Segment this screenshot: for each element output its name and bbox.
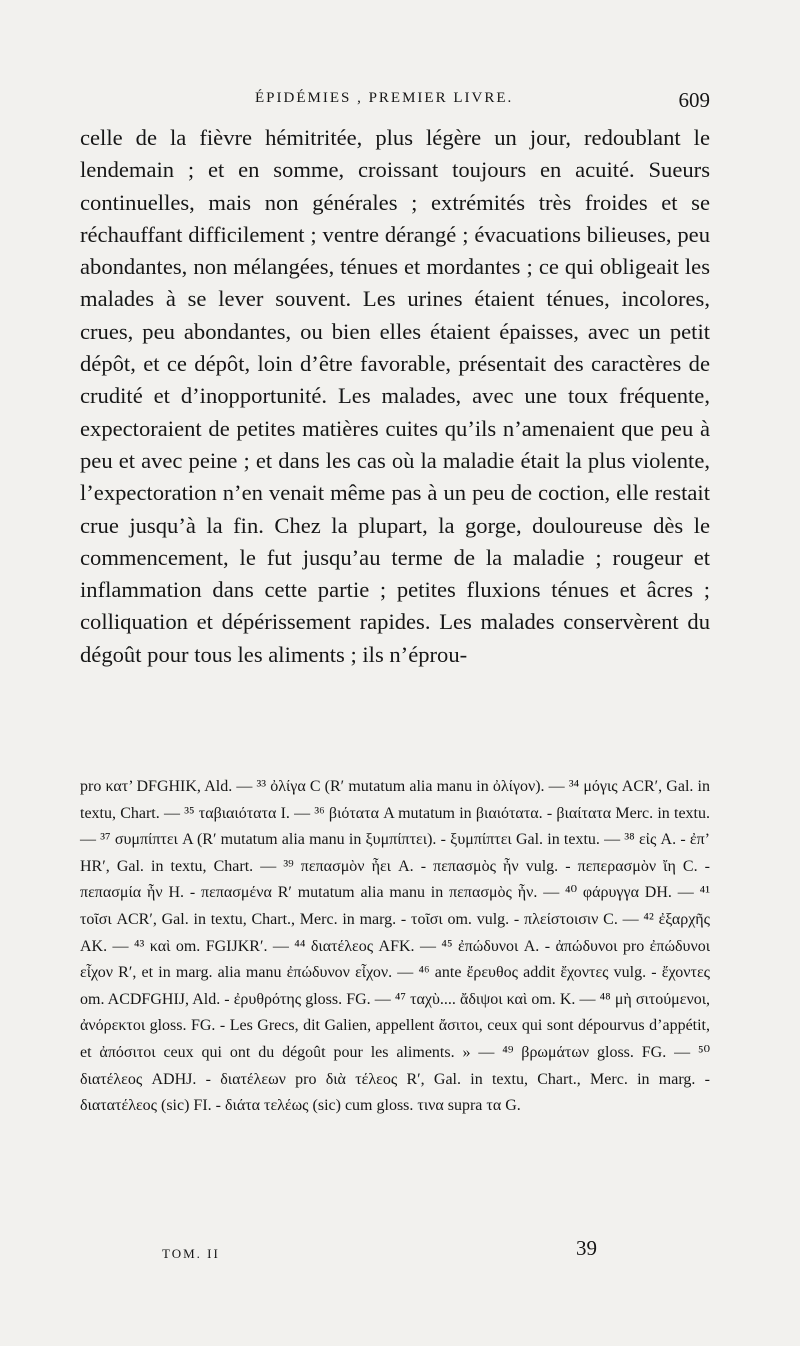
signature-mark: 39 bbox=[576, 1236, 597, 1260]
running-title: ÉPIDÉMIES , PREMIER LIVRE. bbox=[255, 90, 514, 106]
critical-apparatus-notes: pro κατ’ DFGHIK, Ald. — ³³ ὀλίγα C (R′ mutatum alia manu in ὀλίγον). — ³⁴ μόγις ACR′, Gal. in textu, Chart. — ³⁵ ταβιαιότατα I. — ³⁶ βιότατα A mutatum in βιαιότατα. - βιαίτατα Merc. in textu. — ³⁷ συμπίπτει A (R′ mutatum alia manu in ξυμπίπτει). - ξυμπίπτει Gal. in textu. — ³⁸ εἰς A. - ἐπ’ HR′, Gal. in textu, Chart. — ³⁹ πεπασμὸν ἦει A. - πεπασμὸς ἦν vulg. - πεπερασμὸν ἴη C. - πεπασμία ἦν H. - πεπασμένα R′ mutatum alia manu in πεπασμὸς ἦν. — ⁴⁰ φάρυγγα DH. — ⁴¹ τοῖσι ACR′, Gal. in textu, Chart., Merc. in marg. - τοῖσι om. vulg. - πλείστοισιν C. — ⁴² ἐξαρχῆς AK. — ⁴³ καὶ om. FGIJKR′. — ⁴⁴ διατέλεος AFK. — ⁴⁵ ἐπώδυνοι A. - ἀπώδυνοι pro ἐπώδυνοι εἶχον R′, et in marg. alia manu ἐπώδυνον εἶχον. — ⁴⁶ ante ἔρευθος addit ἔχοντες vulg. - ἔχοντες om. ACDFGHIJ, Ald. - ἐρυθρότης gloss. FG. — ⁴⁷ ταχὺ.... ἄδιψοι καὶ om. K. — ⁴⁸ μὴ σιτούμενοι, ἀνόρεκτοι gloss. FG. - Les Grecs, dit Galien, appellent ἄσιτοι, ceux qui sont dépourvus d’appétit, et ἀπόσιτοι ceux qui ont du dégoût pour les aliments. » — ⁴⁹ βρωμάτων gloss. FG. — ⁵⁰ διατέλεος ADHJ. - διατέλεων pro διὰ τέλεος R′, Gal. in textu, Chart., Merc. in marg. - διατατέλεος (sic) FI. - διάτα τελέως (sic) cum gloss. τινα supra τα G. bbox=[80, 778, 710, 1115]
volume-mark: TOM. II bbox=[162, 1246, 220, 1261]
page-number: 609 bbox=[678, 88, 710, 112]
page-footer bbox=[80, 1236, 710, 1266]
page-header bbox=[80, 88, 710, 118]
main-text: celle de la fièvre hémitritée, plus légère un jour, redoublant le lendemain ; et en somme, croissant toujours en acuité. Sueurs continuelles, mais non générales ; extrémités très froides et se réchauffant difficilement ; ventre dérangé ; évacuations bilieuses, peu abondantes, non mélangées, ténues et mordantes ; ce qui obligeait les malades à se lever souvent. Les urines étaient ténues, incolores, crues, peu abondantes, ou bien elles étaient épaisses, avec un petit dépôt, et ce dépôt, loin d’être favorable, présentait des caractères de crudité et d’inopportunité. Les malades, avec une toux fréquente, expectoraient de petites matières cuites qu’ils n’amenaient que peu à peu et avec peine ; et dans les cas où la maladie était la plus violente, l’expectoration n’en venait même pas à un peu de coction, elle restait crue jusqu’à la fin. Chez la plupart, la gorge, douloureuse dès le commencement, le fut jusqu’au terme de la maladie ; rougeur et inflammation dans cette partie ; petites fluxions ténues et âcres ; colliquation et dépérissement rapides. Les malades conservèrent du dégoût pour tous les aliments ; ils n’éprou- bbox=[80, 125, 710, 667]
